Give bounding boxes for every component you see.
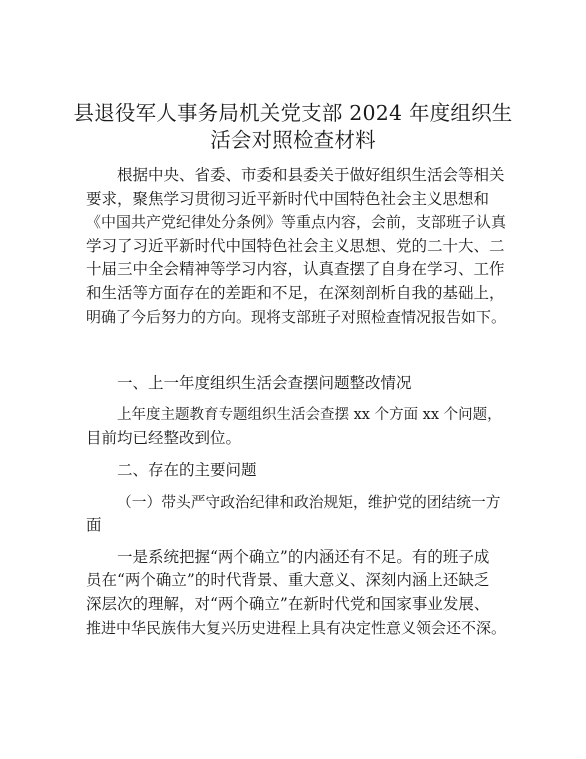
point1-line: 员在“两个确立”的时代背景、重大意义、深刻内涵上还缺乏 <box>86 571 490 590</box>
spacer <box>86 538 506 546</box>
intro-line: 《中国共产党纪律处分条例》等重点内容，会前，支部班子认真 <box>86 213 507 232</box>
section2-heading-text: 二、存在的主要问题 <box>117 460 257 479</box>
subsection1-heading <box>86 491 506 538</box>
spacer <box>86 396 506 404</box>
section1-line: 上年度主题教育专题组织生活会查摆 xx 个方面 xx 个问题， <box>117 406 502 423</box>
intro-line: 和生活等方面存在的差距和不足，在深刻剖析自我的基础上， <box>86 283 505 302</box>
section2-heading <box>86 459 506 483</box>
section1-line: 目前均已经整改到位。 <box>86 429 242 448</box>
document-body <box>86 164 506 640</box>
intro-line: 要求，聚焦学习贯彻习近平新时代中国特色社会主义思想和 <box>86 189 490 208</box>
document-title <box>70 100 516 154</box>
intro-line: 十届三中全会精神等学习内容，认真查摆了自身在学习、工作 <box>86 260 505 279</box>
subsection1-line: （一）带头严守政治纪律和政治规矩，维护党的团结统一方 <box>117 493 501 511</box>
section1-heading-text: 一、上一年度组织生活会查摆问题整改情况 <box>117 374 412 393</box>
subsection1-line: 面 <box>86 516 102 535</box>
title-line-1: 县退役军人事务局机关党支部 2024 年度组织生 <box>73 101 513 125</box>
intro-line: 明确了今后努力的方向。现将支部班子对照检查情况报告如下。 <box>86 307 507 326</box>
intro-line: 根据中央、省委、市委和县委关于做好组织生活会等相关 <box>117 166 505 184</box>
intro-paragraph <box>86 164 506 329</box>
section1-heading <box>86 372 506 396</box>
spacer <box>86 451 506 459</box>
spacer <box>86 483 506 491</box>
title-line-2: 活会对照检查材料 <box>210 128 376 152</box>
intro-line: 学习了习近平新时代中国特色社会主义思想、党的二十大、二 <box>86 236 505 255</box>
section1-paragraph <box>86 404 506 451</box>
point1-paragraph <box>86 546 506 640</box>
spacer <box>86 329 506 372</box>
point1-line: 推进中华民族伟大复兴历史进程上具有决定性意义领会还不深。 <box>86 618 507 637</box>
point1-line: 一是系统把握“两个确立”的内涵还有不足。有的班子成 <box>117 547 490 566</box>
point1-line: 深层次的理解，对“两个确立”在新时代党和国家事业发展、 <box>86 594 490 613</box>
